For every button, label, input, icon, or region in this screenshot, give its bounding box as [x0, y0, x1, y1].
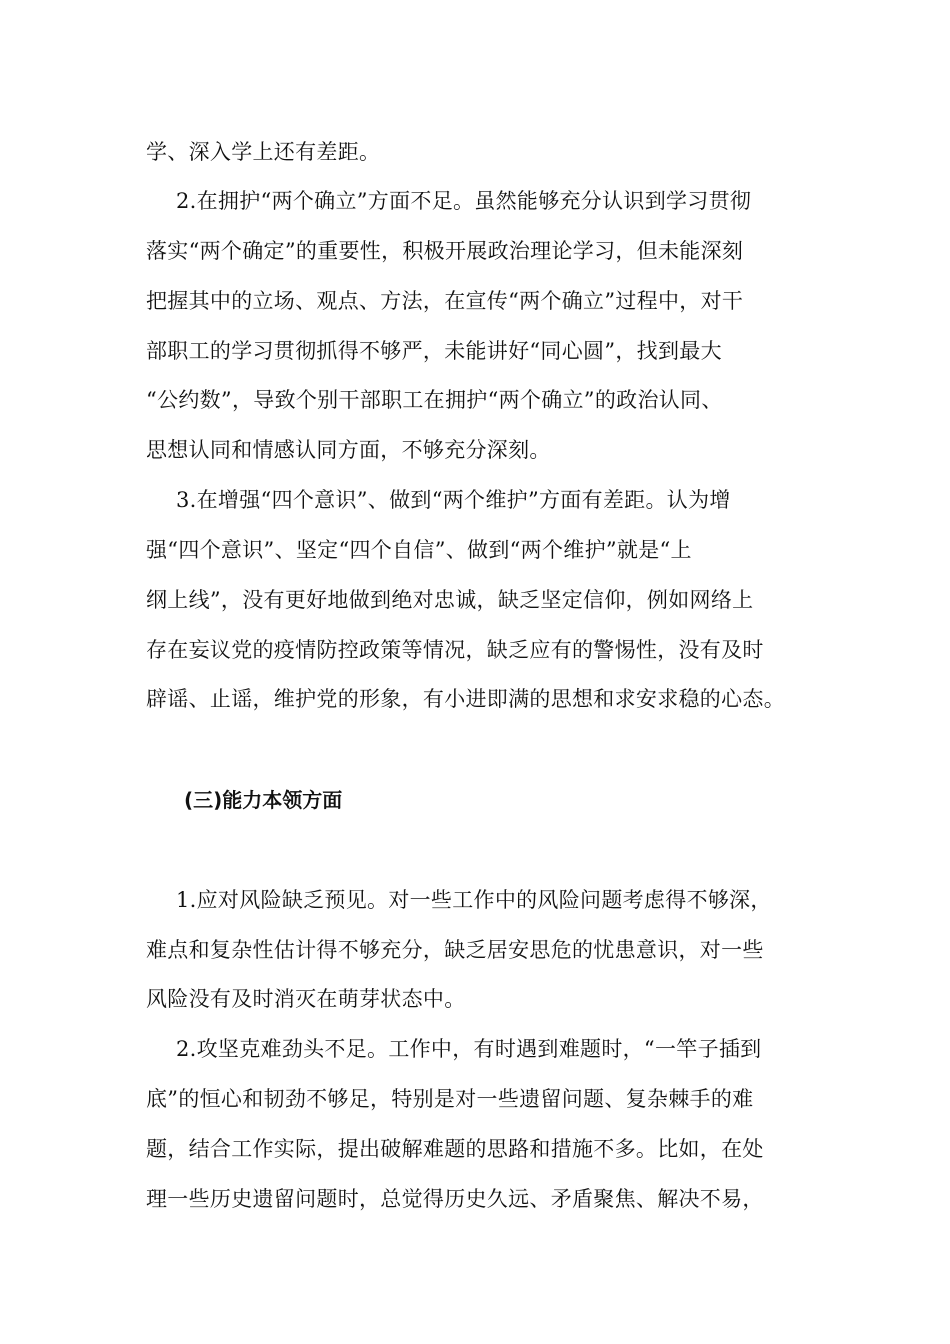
text-line: 风险没有及时消灭在萌芽状态中。 [146, 987, 466, 1011]
text-line: 底”的恒心和韧劲不够足，特别是对一些遗留问题、复杂棘手的难 [146, 1087, 754, 1111]
text-line: 辟谣、止谣，维护党的形象，有小进即满的思想和求安求稳的心态。 [146, 687, 785, 711]
text-line: 强“四个意识”、坚定“四个自信”、做到“两个维护”就是“上 [146, 538, 692, 562]
text-line: 2.在拥护“两个确立”方面不足。虽然能够充分认识到学习贯彻 [176, 189, 752, 213]
text-line: 纲上线”，没有更好地做到绝对忠诚，缺乏坚定信仰，例如网络上 [146, 588, 754, 612]
text-line: 3.在增强“四个意识”、做到“两个维护”方面有差距。认为增 [176, 488, 731, 512]
text-line: 难点和复杂性估计得不够充分，缺乏居安思危的忧患意识，对一些 [146, 938, 764, 962]
text-line: 部职工的学习贯彻抓得不够严，未能讲好“同心圆”，找到最大 [146, 339, 722, 363]
text-line: “公约数”，导致个别干部职工在拥护“两个确立”的政治认同、 [146, 388, 723, 412]
text-line: 2.攻坚克难劲头不足。工作中，有时遇到难题时，“一竿子插到 [176, 1037, 762, 1061]
text-line: 存在妄议党的疫情防控政策等情况，缺乏应有的警惕性，没有及时 [146, 638, 764, 662]
text-line: 1.应对风险缺乏预见。对一些工作中的风险问题考虑得不够深， [176, 888, 772, 912]
text-line: 落实“两个确定”的重要性，积极开展政治理论学习，但未能深刻 [146, 239, 744, 263]
section-heading: (三)能力本领方面 [184, 788, 343, 812]
text-line: 题，结合工作实际，提出破解难题的思路和措施不多。比如，在处 [146, 1137, 764, 1161]
text-line: 学、深入学上还有差距。 [146, 140, 381, 164]
text-line: 理一些历史遗留问题时，总觉得历史久远、矛盾聚焦、解决不易， [146, 1187, 764, 1211]
text-line: 把握其中的立场、观点、方法，在宣传“两个确立”过程中，对干 [146, 289, 744, 313]
text-line: 思想认同和情感认同方面，不够充分深刻。 [146, 438, 551, 462]
